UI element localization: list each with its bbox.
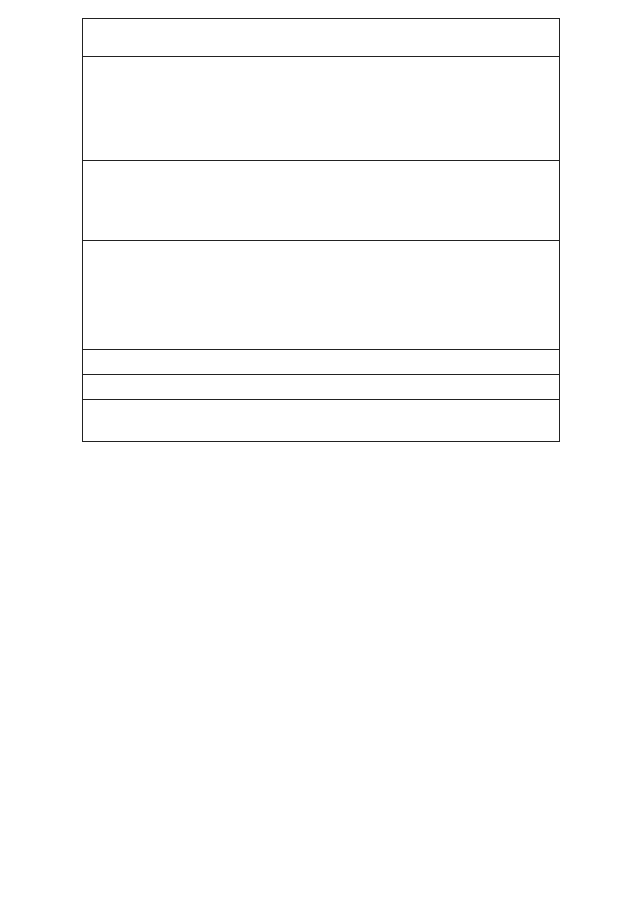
source-cell (83, 240, 561, 349)
budget-table (82, 18, 560, 888)
table-rotated-container (82, 18, 560, 888)
table-row (83, 19, 561, 888)
